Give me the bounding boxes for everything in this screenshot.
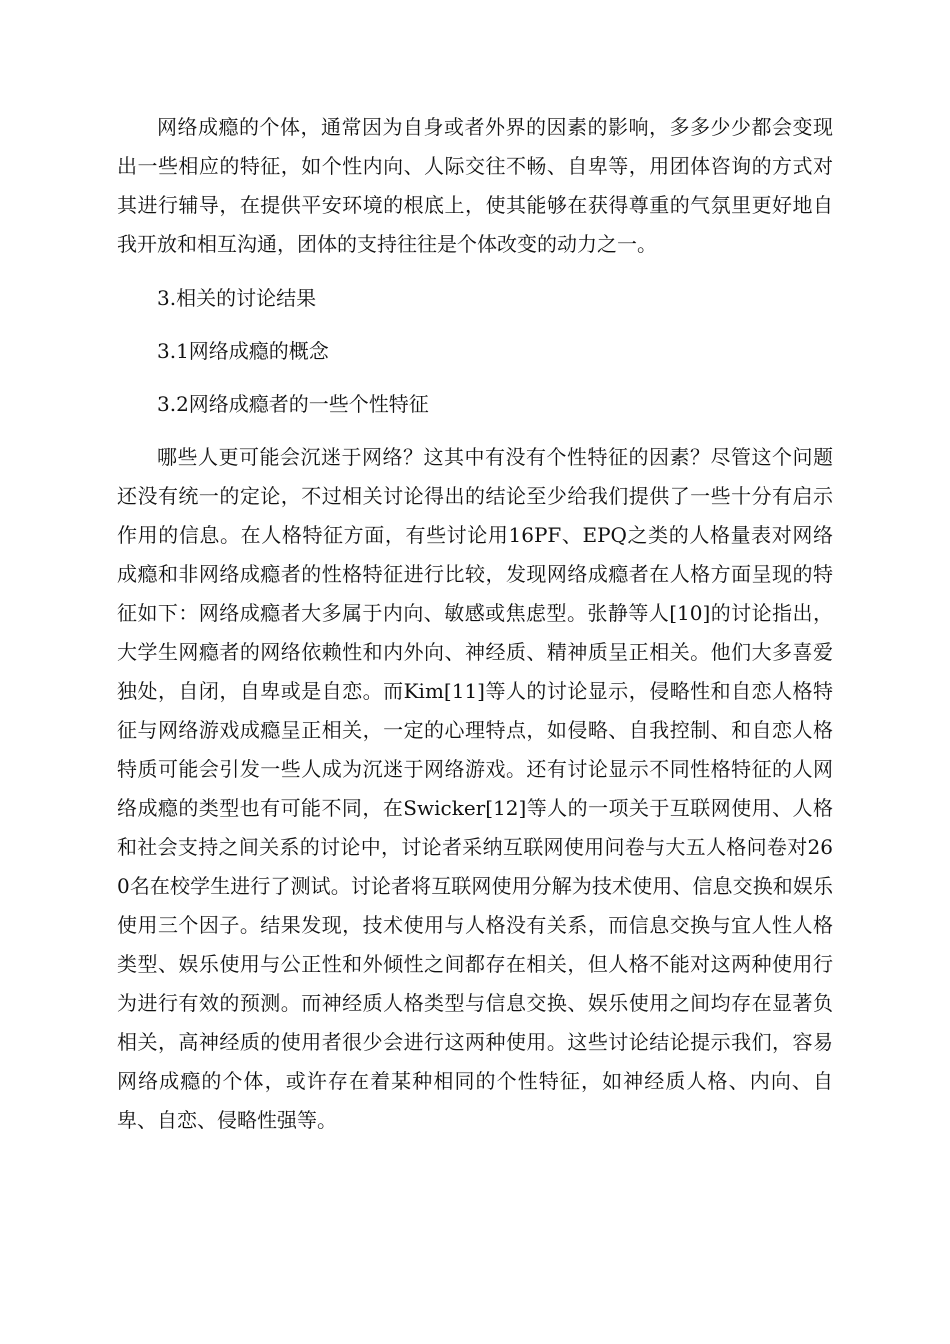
document-body	[117, 108, 833, 1140]
paragraph-personality-traits: 哪些人更可能会沉迷于网络？这其中有没有个性特征的因素？尽管这个问题还没有统一的定论，不过相关讨论得出的结论至少给我们提供了一些十分有启示作用的信息。在人格特征方面，有些讨论用16PF、EPQ之类的人格量表对网络成瘾和非网络成瘾者的性格特征进行比较，发现网络成瘾者在人格方面呈现的特征如下：网络成瘾者大多属于内向、敏感或焦虑型。张静等人[10]的讨论指出，大学生网瘾者的网络依赖性和内外向、神经质、精神质呈正相关。他们大多喜爱独处，自闭，自卑或是自恋。而Kim[11]等人的讨论显示，侵略性和自恋人格特征与网络游戏成瘾呈正相关，一定的心理特点，如侵略、自我控制、和自恋人格特质可能会引发一些人成为沉迷于网络游戏。还有讨论显示不同性格特征的人网络成瘾的类型也有可能不同，在Swicker[12]等人的一项关于互联网使用、人格和社会支持之间关系的讨论中，讨论者采纳互联网使用问卷与大五人格问卷对260名在校学生进行了测试。讨论者将互联网使用分解为技术使用、信息交换和娱乐使用三个因子。结果发现，技术使用与人格没有关系，而信息交换与宜人性人格类型、娱乐使用与公正性和外倾性之间都存在相关，但人格不能对这两种使用行为进行有效的预测。而神经质人格类型与信息交换、娱乐使用之间均存在显著负相关，高神经质的使用者很少会进行这两种使用。这些讨论结论提示我们，容易网络成瘾的个体，或许存在着某种相同的个性特征，如神经质人格、内向、自卑、自恋、侵略性强等。	[117, 445, 833, 1132]
section-heading-3-1: 3.1网络成瘾的概念	[157, 339, 329, 363]
spacer	[117, 318, 833, 332]
spacer	[117, 424, 833, 438]
spacer	[117, 264, 833, 279]
section-heading-3: 3.相关的讨论结果	[157, 286, 317, 310]
section-heading-3-2: 3.2网络成瘾者的一些个性特征	[157, 392, 429, 416]
spacer	[117, 371, 833, 385]
paragraph-group-counseling: 网络成瘾的个体，通常因为自身或者外界的因素的影响，多多少少都会变现出一些相应的特征，如个性内向、人际交往不畅、自卑等，用团体咨询的方式对其进行辅导，在提供平安环境的根底上，使其能够在获得尊重的气氛里更好地自我开放和相互沟通，团体的支持往往是个体改变的动力之一。	[117, 115, 833, 256]
